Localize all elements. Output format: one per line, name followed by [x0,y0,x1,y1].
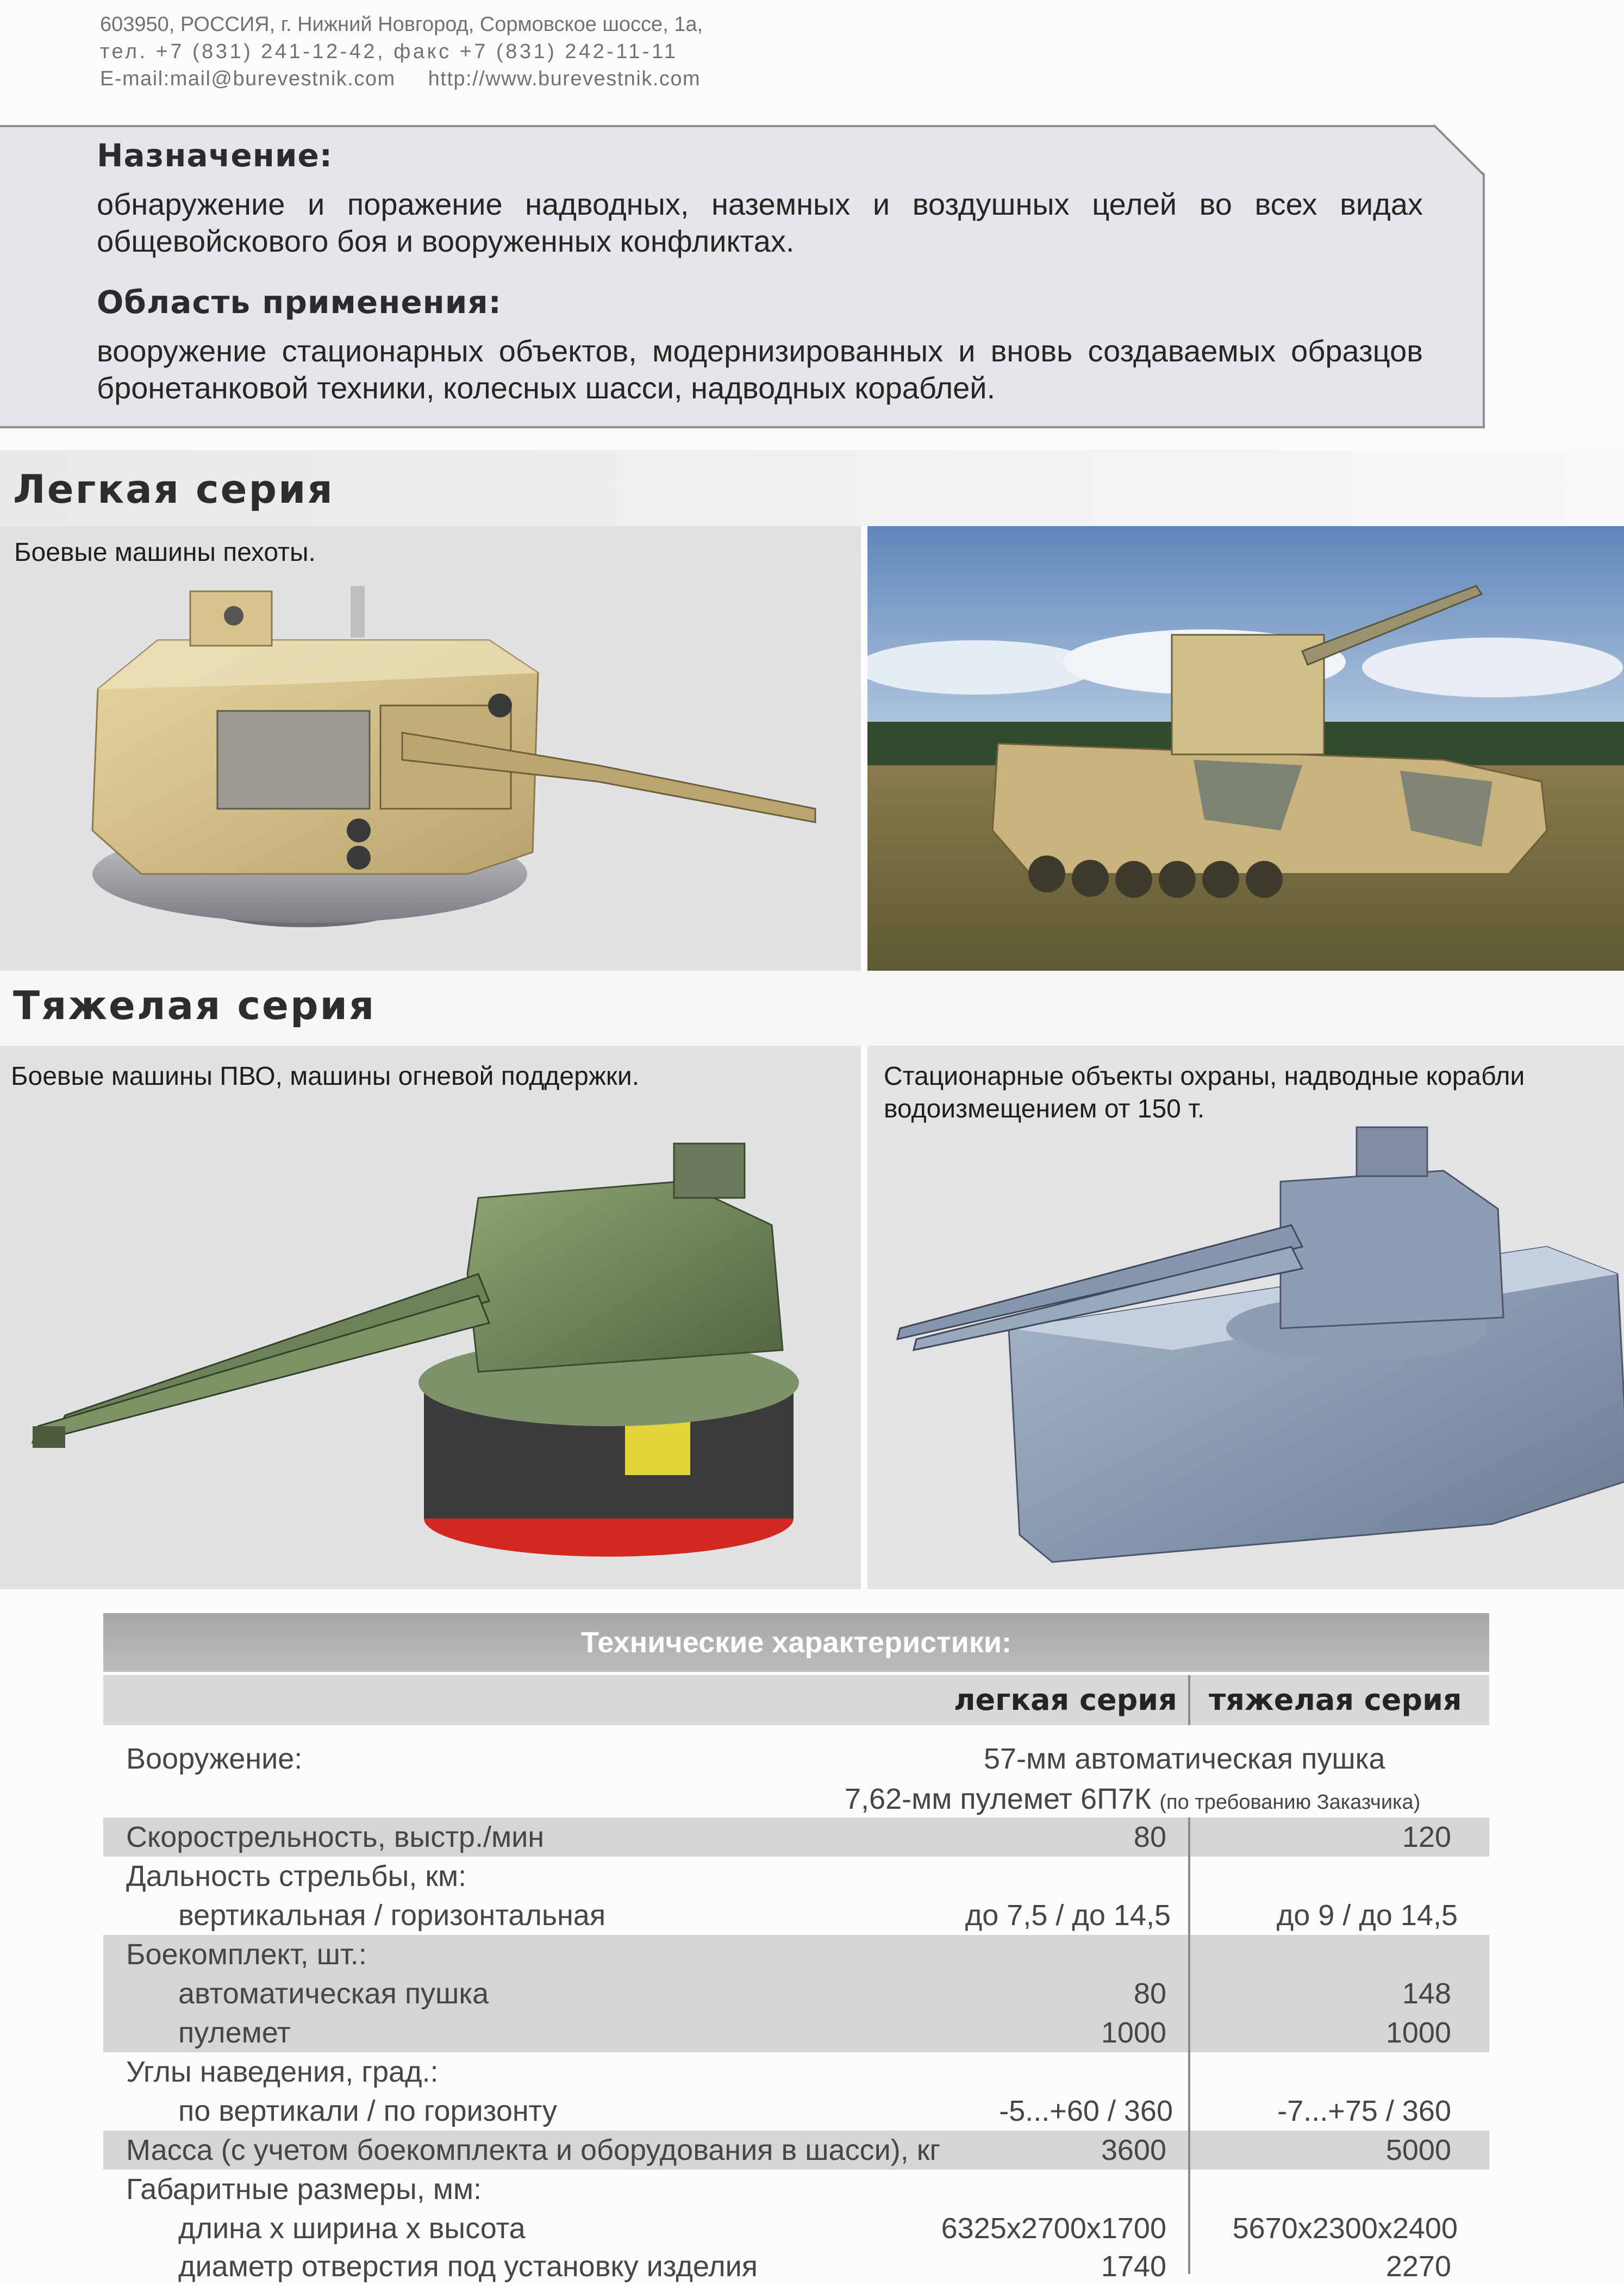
heavy-turret-image [0,1046,861,1589]
dims-heavy: 5670x2300x2400 [1232,2212,1458,2245]
purpose-text: обнаружение и поражение надводных, наземных и воздушных целей во всех видах общевойскового боя и вооруженных конфликтах. [97,187,1423,258]
dims-light: 6325x2700x1700 [941,2212,1166,2245]
dims-sub: длина х ширина х высота [178,2212,526,2245]
purpose-heading: Назначение: [97,137,333,174]
website-link[interactable]: http://www.burevestnik.com [428,67,701,90]
light-series-heading: Легкая серия [13,466,334,512]
heavy-series-caption-right-1: Стационарные объекты охраны, надводные корабли [884,1062,1525,1091]
range-sub: вертикальная / горизонтальная [178,1899,606,1932]
ammo-mg-label: пулемет [178,2016,291,2049]
contact-block [100,11,752,92]
heavy-series-caption-left: Боевые машины ПВО, машины огневой поддержки. [11,1062,640,1091]
header-column-divider [1188,1675,1190,1725]
ammo-gun-heavy: 148 [1402,1977,1451,2010]
rate-light: 80 [1133,1821,1166,1853]
armament-note: (по требованию Заказчика) [1159,1791,1421,1814]
angles-label: Углы наведения, град.: [126,2056,439,2088]
bmp-vehicle-photo [867,526,1624,971]
col-light-series: легкая серия [954,1683,1177,1717]
mass-heavy: 5000 [1385,2134,1451,2166]
ammo-mg-light: 1000 [1101,2016,1166,2049]
heavy-series-caption-right-2: водоизмещением от 150 т. [884,1095,1205,1123]
angles-sub: по вертикали / по горизонту [178,2095,558,2127]
angles-light: -5...+60 / 360 [999,2095,1173,2127]
ammo-gun-light: 80 [1133,1977,1166,2010]
email-website-row [100,65,752,92]
light-turret-panel [0,526,861,971]
armament-machine-gun-row [845,1779,1420,1822]
bmp-vehicle-image [867,526,1624,971]
light-turret-image [0,526,861,971]
range-heavy: до 9 / до 14,5 [1276,1899,1458,1932]
phone-fax-text: тел. +7 (831) 241-12-42, факс +7 (831) 242-11-11 [100,40,678,63]
ammo-gun-label: автоматическая пушка [178,1977,489,2010]
range-light: до 7,5 / до 14,5 [965,1899,1171,1932]
range-label: Дальность стрельбы, км: [126,1860,467,1892]
naval-mount-panel [867,1046,1624,1589]
address-text: 603950, РОССИЯ, г. Нижний Новгород, Сормовское шоссе, 1а, [100,13,703,36]
scope-heading: Область применения: [97,284,502,321]
naval-mount-image [867,1046,1624,1589]
armament-machine-gun: 7,62-мм пулемет 6П7К [845,1783,1152,1815]
armament-label: Вооружение: [126,1742,303,1775]
body-column-divider [1188,1817,1190,2274]
specs-title: Технические характеристики: [103,1613,1489,1672]
heavy-turret-panel [0,1046,861,1589]
hole-light: 1740 [1101,2250,1166,2283]
email-link[interactable]: E-mail:mail@burevestnik.com [100,67,396,90]
light-series-caption: Боевые машины пехоты. [14,538,316,567]
ammo-label: Боекомплект, шт.: [126,1938,367,1971]
rate-heavy: 120 [1402,1821,1451,1853]
specs-column-header [103,1675,1489,1725]
armament-gun: 57-мм автоматическая пушка [984,1742,1385,1775]
hole-heavy: 2270 [1385,2250,1451,2283]
mass-light: 3600 [1101,2134,1166,2166]
hole-sub: диаметр отверстия под установку изделия [178,2250,758,2283]
mass-label: Масса (с учетом боекомплекта и оборудования в шасси), кг [126,2134,941,2166]
purpose-box-corner [1433,124,1487,178]
col-heavy-series: тяжелая серия [1209,1683,1462,1717]
heavy-series-heading: Тяжелая серия [13,983,376,1028]
dims-label: Габаритные размеры, мм: [126,2173,482,2206]
ammo-mg-heavy: 1000 [1385,2016,1451,2049]
scope-text: вооружение стационарных объектов, модернизированных и вновь создаваемых образцов бронетанковой техники, колесных шасси, надводных кораблей. [97,334,1423,405]
rate-label: Скорострельность, выстр./мин [126,1821,545,1853]
angles-heavy: -7...+75 / 360 [1277,2095,1451,2127]
